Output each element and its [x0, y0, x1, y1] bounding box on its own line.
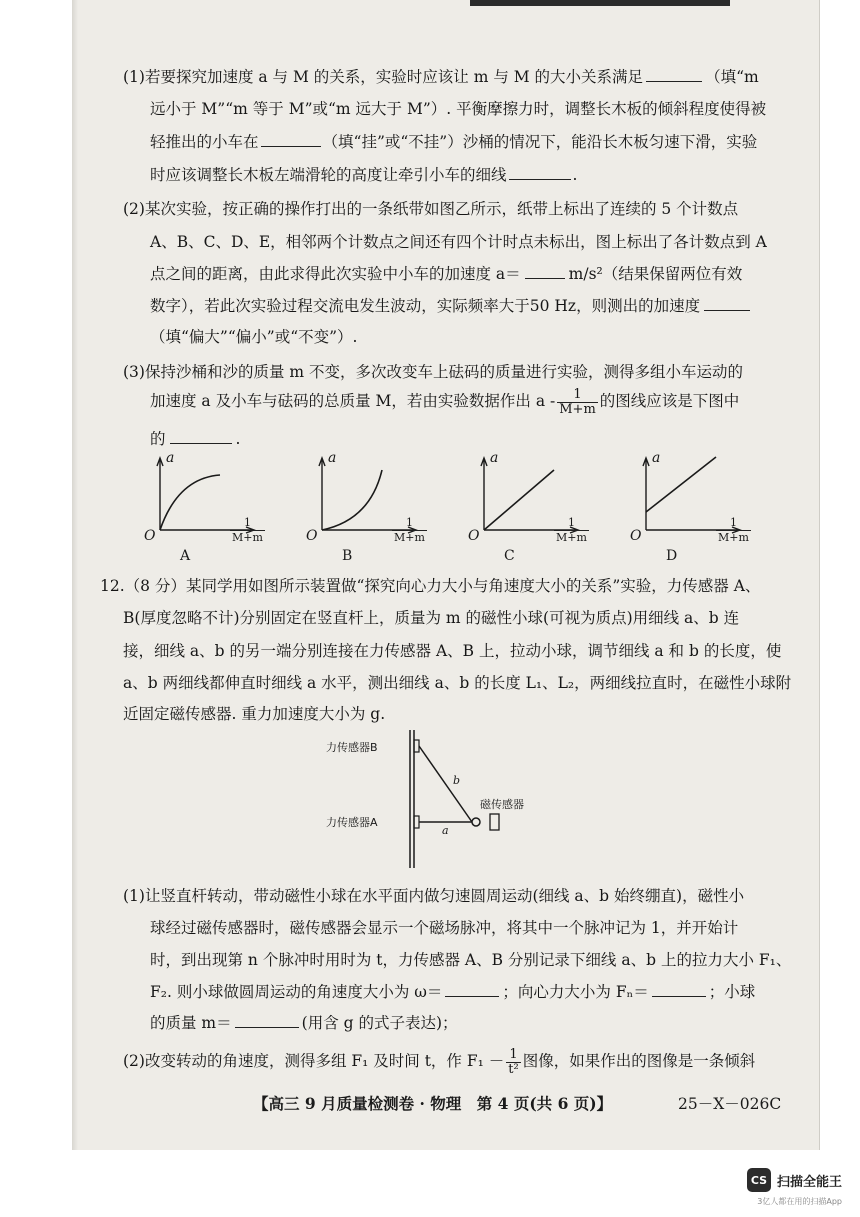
q12-part1-line5a: 的质量 m＝ [150, 1014, 232, 1032]
label-force-sensor-a: 力传感器A [326, 816, 378, 829]
q12-part2-a: (2)改变转动的角速度，测得多组 F₁ 及时间 t，作 F₁ － [123, 1052, 505, 1070]
q12-part2-b: 图像，如果作出的图像是一条倾斜 [522, 1052, 756, 1070]
label-line-b: b [453, 774, 461, 787]
watermark-text [777, 1171, 842, 1190]
q11-part2-line1: (2)某次实验，按正确的操作打出的一条纸带如图乙所示，纸带上标出了连续的 5 个计数点 [123, 200, 739, 218]
top-edge-mark [470, 0, 730, 6]
option-graph-b [306, 450, 425, 564]
graph-curve [160, 475, 220, 530]
answer-blank [646, 63, 702, 82]
label-force-sensor-b: 力传感器B [326, 741, 378, 754]
answer-blank [652, 978, 706, 997]
q12-part1-line5b: (用含 g 的式子表达)； [301, 1014, 458, 1032]
graph-option-letter: A [180, 548, 191, 564]
q11-part3-line3b: . [235, 430, 241, 448]
q11-part2-line3b: m/s²（结果保留两位有效 [568, 265, 743, 283]
watermark-tagline: 3亿人都在用的扫描App [757, 1197, 842, 1206]
option-graph-a [144, 450, 263, 564]
graph-origin-label: O [630, 528, 642, 544]
q11-part3-line1: (3)保持沙桶和沙的质量 m 不变，多次改变车上砝码的质量进行实验，测得多组小车运动的 [123, 363, 744, 381]
q11-part2-line2: A、B、C、D、E，相邻两个计数点之间还有四个计时点未标出，图上标出了各计数点到 A [150, 233, 767, 251]
graph-y-label: a [652, 450, 661, 466]
option-graph-d [630, 450, 749, 564]
q12-part1-line4b: ；向心力大小为 Fₙ＝ [502, 983, 649, 1001]
graph-origin-label: O [468, 528, 480, 544]
q11-part1-line3b: （填“挂”或“不挂”）沙桶的情况下，能沿长木板匀速下滑，实验 [322, 133, 758, 151]
q12-line4: a、b 两细线都伸直时细线 a 水平，测出细线 a、b 的长度 L₁、L₂，两细线拉直时，在磁性小球附 [123, 674, 792, 692]
watermark-app-name: 扫描全能王 [776, 1174, 842, 1190]
graph-x-label: $\frac{1}{M+m}$ [232, 516, 263, 544]
graph-x-label: $\frac{1}{M+m}$ [718, 516, 749, 544]
answer-blank [235, 1009, 299, 1028]
graph-x-label: $\frac{1}{M+m}$ [556, 516, 587, 544]
q11-part3-line3a: 的 [150, 430, 166, 448]
magnetic-ball [472, 818, 480, 826]
scanner-watermark [747, 1168, 842, 1206]
graph-option-letter: D [666, 548, 678, 564]
answer-blank [509, 161, 571, 180]
q11-part1-line1-tail: （填“m [705, 68, 759, 86]
q11-part1-line4b: . [572, 166, 578, 184]
magnetic-sensor-box [490, 814, 499, 830]
string-b [419, 746, 472, 822]
camscanner-logo-icon: CS [747, 1168, 771, 1192]
graph-origin-label: O [306, 528, 318, 544]
graph-y-label: a [490, 450, 499, 466]
graph-option-letter: B [342, 548, 353, 564]
graph-option-letter: C [504, 548, 515, 564]
answer-blank [445, 978, 499, 997]
q11-part2-line4: 数字），若此次实验过程交流电发生波动，实际频率大于50 Hz，则测出的加速度 [150, 297, 701, 315]
q11-part1-line1: (1)若要探究加速度 a 与 M 的关系，实验时应该让 m 与 M 的大小关系满足 [123, 68, 644, 86]
graph-curve [322, 470, 382, 530]
q12-part1-line3: 时，到出现第 n 个脉冲时用时为 t，力传感器 A、B 分别记录下细线 a、b 上的拉力大小 F₁、 [150, 951, 792, 969]
footer-code: 25－X－026C [678, 1095, 782, 1113]
graph-origin-label: O [144, 528, 156, 544]
q11-part2-line3a: 点之间的距离，由此求得此次实验中小车的加速度 a＝ [150, 265, 521, 283]
fraction-1-over-t-squared: $\frac{1}{\text{t²}}$ [508, 1046, 519, 1077]
label-magnetic-sensor: 磁传感器 [480, 798, 524, 811]
q11-part1-line2: 远小于 M”“m 等于 M”或“m 远大于 M”）. 平衡摩擦力时，调整长木板的倾斜程度使得被 [150, 100, 767, 118]
graph-y-label: a [328, 450, 337, 466]
label-line-a: a [442, 824, 449, 837]
q11-part2-line5: （填“偏大”“偏小”或“不变”）. [150, 328, 358, 346]
graph-curve [484, 470, 554, 530]
q11-part1-line4a: 时应该调整长木板左端滑轮的高度让牵引小车的细线 [150, 166, 507, 184]
q12-line3: 接，细线 a、b 的另一端分别连接在力传感器 A、B 上，拉动小球，调节细线 a 和 b 的长度，使 [123, 642, 782, 660]
apparatus-diagram [326, 730, 536, 870]
graph-x-label: $\frac{1}{M+m}$ [394, 516, 425, 544]
q12-part1-line4c: ；小球 [708, 983, 756, 1001]
footer-title: 【高三 9 月质量检测卷 · 物理 第 4 页(共 6 页)】 [253, 1094, 613, 1113]
q11-part3-line2b: 的图线应该是下图中 [599, 392, 740, 410]
answer-blank [525, 260, 565, 279]
q12-part1-line4a: F₂. 则小球做圆周运动的角速度大小为 ω＝ [150, 983, 443, 1001]
q12-part1-line2: 球经过磁传感器时，磁传感器会显示一个磁场脉冲，将其中一个脉冲记为 1，并开始计 [150, 919, 739, 937]
q12-part1-line1: (1)让竖直杆转动，带动磁性小球在水平面内做匀速圆周运动(细线 a、b 始终绷直)，磁性小 [123, 887, 745, 905]
option-graph-c [468, 450, 587, 564]
q12-line2: B(厚度忽略不计)分别固定在竖直杆上，质量为 m 的磁性小球(可视为质点)用细线 a、b 连 [123, 609, 740, 627]
fraction-1-over-M-plus-m: $\frac{1}{M+m}$ [559, 386, 596, 417]
answer-blank [261, 128, 321, 147]
q12-line1: 12.（8 分）某同学用如图所示装置做“探究向心力大小与角速度大小的关系”实验，力传感器 A、 [100, 577, 761, 595]
q11-part3-line2a: 加速度 a 及小车与砝码的总质量 M，若由实验数据作出 a - [150, 392, 556, 410]
graph-y-label: a [166, 450, 175, 466]
q11-part1-line3a: 轻推出的小车在 [150, 133, 259, 151]
answer-blank [170, 425, 232, 444]
answer-blank [704, 292, 750, 311]
q12-line5: 近固定磁传感器. 重力加速度大小为 g. [123, 705, 386, 723]
